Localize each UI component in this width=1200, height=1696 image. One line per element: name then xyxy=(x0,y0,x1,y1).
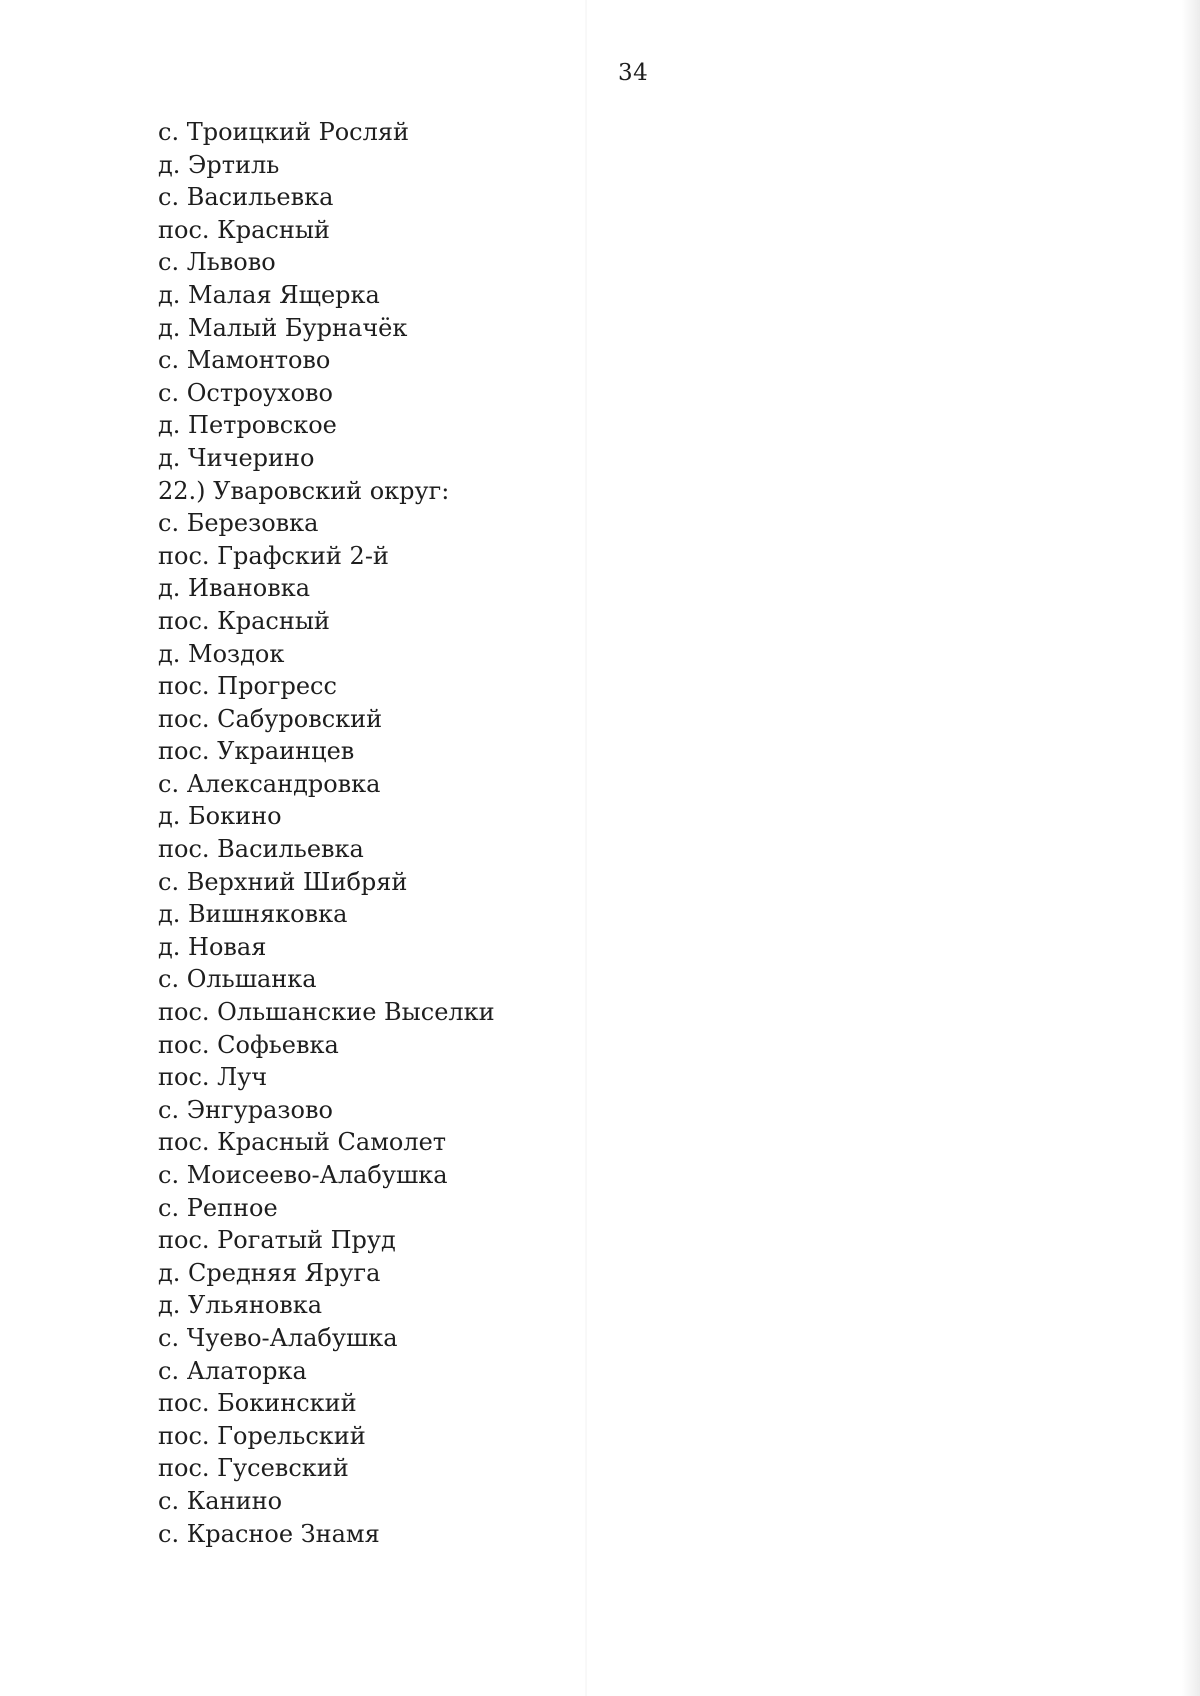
list-item: пос. Красный xyxy=(158,215,330,244)
list-item: д. Чичерино xyxy=(158,443,315,472)
list-item: с. Энгуразово xyxy=(158,1095,333,1124)
list-item: с. Александровка xyxy=(158,769,381,798)
list-item: с. Репное xyxy=(158,1193,278,1222)
scan-edge-shadow xyxy=(1182,0,1200,1696)
list-item: пос. Рогатый Пруд xyxy=(158,1226,396,1255)
list-item: с. Березовка xyxy=(158,509,319,538)
list-item: д. Средняя Яруга xyxy=(158,1258,381,1287)
list-item: д. Вишняковка xyxy=(158,900,348,929)
list-item: пос. Васильевка xyxy=(158,835,364,864)
list-item: пос. Луч xyxy=(158,1063,268,1092)
list-item: пос. Красный Самолет xyxy=(158,1128,447,1157)
list-item: с. Ольшанка xyxy=(158,965,317,994)
list-item: пос. Софьевка xyxy=(158,1030,339,1059)
list-item: с. Львово xyxy=(158,248,276,277)
list-item: пос. Украинцев xyxy=(158,737,355,766)
list-item: пос. Бокинский xyxy=(158,1389,357,1418)
list-item: с. Моисеево-Алабушка xyxy=(158,1161,448,1189)
list-item: д. Ивановка xyxy=(158,574,311,603)
list-item: с. Красное Знамя xyxy=(158,1519,380,1548)
list-item: д. Малая Ящерка xyxy=(158,280,380,309)
list-item: пос. Прогресс xyxy=(158,672,337,701)
page-number: 34 xyxy=(618,60,649,86)
list-item: д. Бокино xyxy=(158,802,282,831)
list-item: пос. Ольшанские Выселки xyxy=(158,998,495,1027)
list-item: д. Петровское xyxy=(158,411,337,440)
settlement-list xyxy=(158,116,495,1550)
list-item: с. Верхний Шибряй xyxy=(158,867,408,896)
list-item: д. Ульяновка xyxy=(158,1291,323,1320)
list-item: д. Новая xyxy=(158,932,267,961)
list-item: пос. Графский 2-й xyxy=(158,541,389,570)
list-item: пос. Горельский xyxy=(158,1421,366,1450)
list-item: д. Эртиль xyxy=(158,150,280,179)
district-heading: 22.) Уваровский округ: xyxy=(158,476,450,505)
list-item: с. Алаторка xyxy=(158,1356,307,1385)
list-item: с. Васильевка xyxy=(158,183,334,212)
scan-fold-line xyxy=(585,0,587,1696)
list-item: пос. Сабуровский xyxy=(158,704,383,733)
list-item: с. Мамонтово xyxy=(158,346,331,375)
list-item: с. Чуево-Алабушка xyxy=(158,1323,398,1352)
list-item: с. Остроухово xyxy=(158,378,333,407)
list-item: д. Малый Бурначёк xyxy=(158,313,408,342)
list-item: д. Моздок xyxy=(158,639,285,668)
list-item: с. Троицкий Росляй xyxy=(158,118,409,146)
list-item: пос. Красный xyxy=(158,606,330,635)
list-item: пос. Гусевский xyxy=(158,1454,349,1483)
list-item: с. Канино xyxy=(158,1486,283,1515)
